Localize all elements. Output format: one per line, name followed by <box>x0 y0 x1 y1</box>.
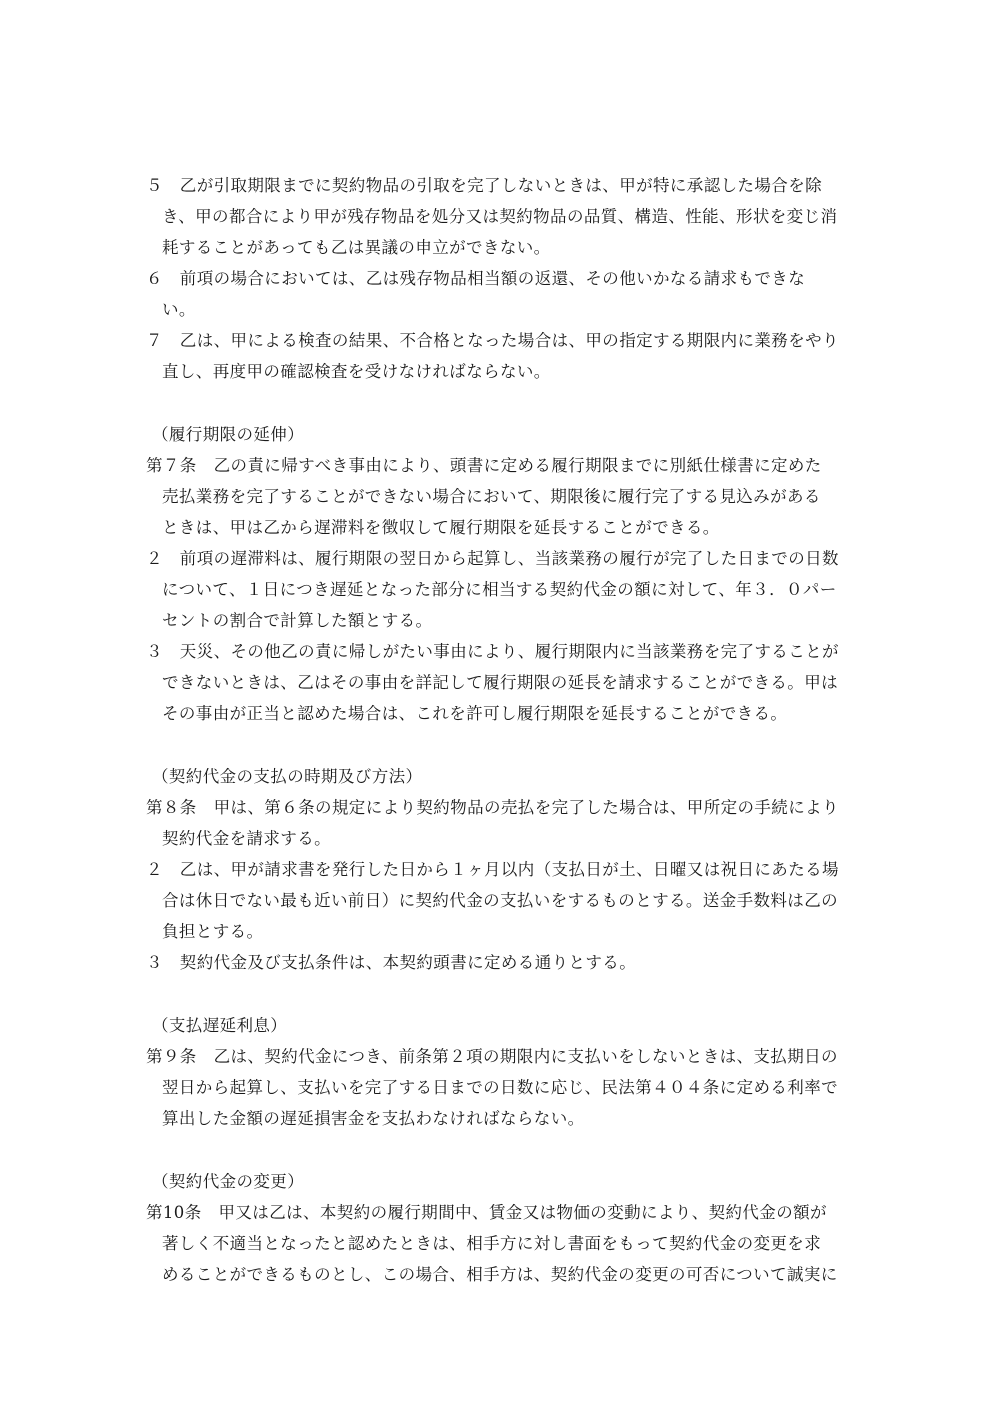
clause-9-1 <box>146 1041 866 1134</box>
document-body <box>146 170 866 1290</box>
clause-line: 合は休日でない最も近い前日）に契約代金の支払いをするものとする。送金手数料は乙の <box>162 891 838 910</box>
article-8 <box>146 761 866 978</box>
clause-line: 契約代金を請求する。 <box>162 829 331 848</box>
clause-6-6 <box>146 263 866 325</box>
clause-line: ６ 前項の場合においては、乙は残存物品相当額の返還、その他いかなる請求もできな <box>146 269 806 288</box>
article-heading: （契約代金の支払の時期及び方法） <box>152 767 423 786</box>
clause-line: ３ 天災、その他乙の責に帰しがたい事由により、履行期限内に当該業務を完了することが <box>146 642 839 661</box>
article-heading: （契約代金の変更） <box>152 1172 305 1191</box>
article-6-continuation <box>146 170 866 387</box>
clause-line: セントの割合で計算した額とする。 <box>162 611 433 630</box>
clause-line: 第８条 甲は、第６条の規定により契約物品の売払を完了した場合は、甲所定の手続により <box>146 798 839 817</box>
clause-line: について、１日につき遅延となった部分に相当する契約代金の額に対して、年３．０パー <box>162 580 837 599</box>
clause-line: その事由が正当と認めた場合は、これを許可し履行期限を延長することができる。 <box>162 704 788 723</box>
article-heading: （支払遅延利息） <box>152 1016 288 1035</box>
section-spacer <box>146 387 866 419</box>
clause-line: ５ 乙が引取期限までに契約物品の引取を完了しないときは、甲が特に承認した場合を除 <box>146 176 822 195</box>
clause-line: 翌日から起算し、支払いを完了する日までの日数に応じ、民法第４０４条に定める利率で <box>162 1078 838 1097</box>
clause-line: い。 <box>162 300 196 319</box>
clause-7-3 <box>146 636 866 729</box>
clause-6-7 <box>146 325 866 387</box>
clause-line: 直し、再度甲の確認検査を受けなければならない。 <box>162 362 551 381</box>
article-9 <box>146 1010 866 1134</box>
clause-6-5 <box>146 170 866 263</box>
clause-line: 耗することがあっても乙は異議の申立ができない。 <box>162 238 551 257</box>
clause-line: ときは、甲は乙から遅滞料を徴収して履行期限を延長することができる。 <box>162 518 720 537</box>
clause-line: ２ 乙は、甲が請求書を発行した日から１ヶ月以内（支払日が土、日曜又は祝日にあたる場 <box>146 860 839 879</box>
clause-line: ３ 契約代金及び支払条件は、本契約頭書に定める通りとする。 <box>146 953 637 972</box>
clause-8-2 <box>146 854 866 947</box>
clause-line: めることができるものとし、この場合、相手方は、契約代金の変更の可否について誠実に <box>162 1265 838 1284</box>
section-spacer <box>146 729 866 761</box>
section-spacer <box>146 1134 866 1166</box>
clause-line: 第９条 乙は、契約代金につき、前条第２項の期限内に支払いをしないときは、支払期日の <box>146 1047 838 1066</box>
clause-line: 第７条 乙の責に帰すべき事由により、頭書に定める履行期限までに別紙仕様書に定めた <box>146 456 822 475</box>
clause-line: き、甲の都合により甲が残存物品を処分又は契約物品の品質、構造、性能、形状を変じ消 <box>162 207 838 226</box>
clause-7-1 <box>146 450 866 543</box>
clause-line: ７ 乙は、甲による検査の結果、不合格となった場合は、甲の指定する期限内に業務をやり <box>146 331 839 350</box>
clause-line: 売払業務を完了することができない場合において、期限後に履行完了する見込みがある <box>162 487 821 506</box>
clause-10-1 <box>146 1197 866 1290</box>
article-heading: （履行期限の延伸） <box>152 425 305 444</box>
article-7 <box>146 419 866 729</box>
clause-line: できないときは、乙はその事由を詳記して履行期限の延長を請求することができる。甲は <box>162 673 838 692</box>
clause-8-3 <box>146 947 866 978</box>
section-spacer <box>146 978 866 1010</box>
clause-8-1 <box>146 792 866 854</box>
clause-line: 算出した金額の遅延損害金を支払わなければならない。 <box>162 1109 585 1128</box>
article-10 <box>146 1166 866 1290</box>
clause-line: 著しく不適当となったと認めたときは、相手方に対し書面をもって契約代金の変更を求 <box>162 1234 822 1253</box>
clause-7-2 <box>146 543 866 636</box>
clause-line: ２ 前項の遅滞料は、履行期限の翌日から起算し、当該業務の履行が完了した日までの日数 <box>146 549 839 568</box>
clause-line: 第10条 甲又は乙は、本契約の履行期間中、賃金又は物価の変動により、契約代金の額が <box>146 1203 827 1222</box>
clause-line: 負担とする。 <box>162 922 264 941</box>
